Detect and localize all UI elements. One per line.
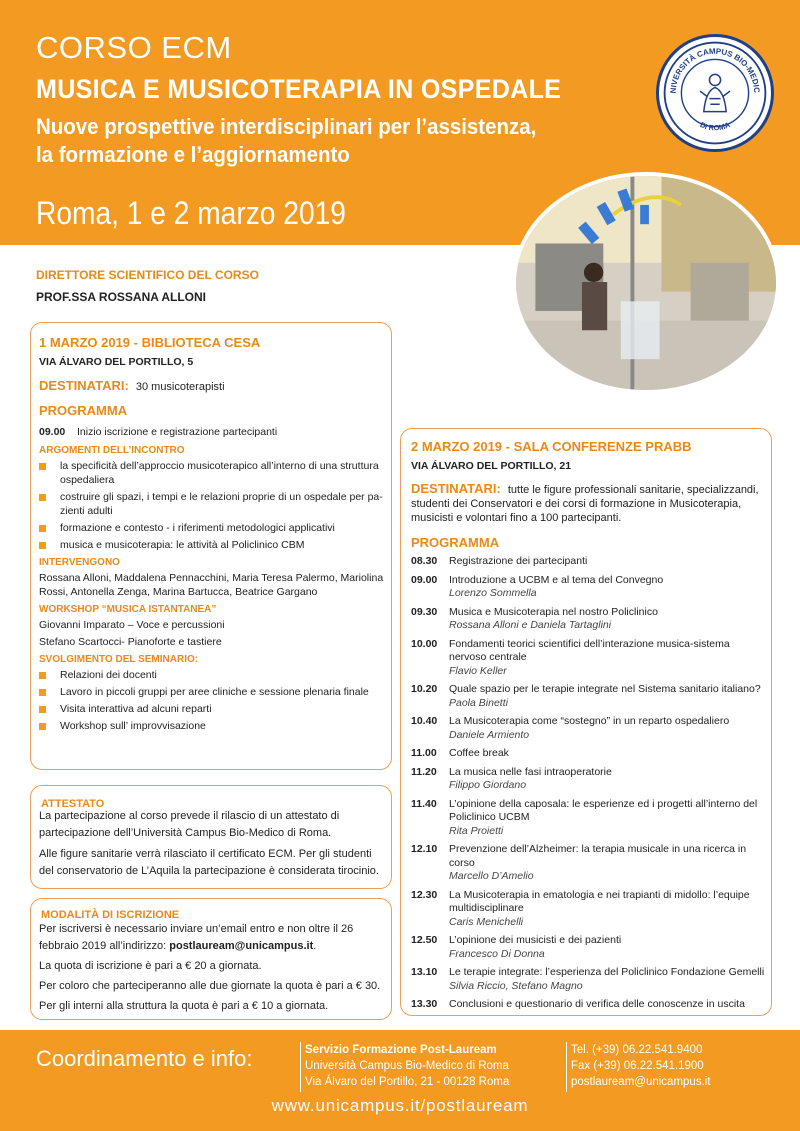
logo-ring-text: NIVERSITÀ CAMPUS BIO-MEDIC	[668, 46, 762, 94]
day2-audience	[411, 482, 767, 525]
event-date: Roma, 1 e 2 marzo 2019	[36, 195, 346, 231]
bullet-square-icon	[39, 463, 46, 470]
day1-panel	[30, 322, 392, 770]
list-item: Lavoro in piccoli gruppi per aree cliniche e sessione plenaria finale	[39, 685, 387, 699]
schedule-topic: La Musicoterapia in ematologia e nei trapianti di midollo: l’equipe multidisciplinare	[449, 888, 750, 914]
schedule-text	[449, 555, 767, 569]
certificate-panel	[30, 785, 392, 889]
list-item: Visita interattiva ad alcuni reparti	[39, 702, 387, 716]
schedule-time: 11.20	[411, 765, 437, 778]
schedule-text	[449, 966, 767, 993]
schedule-text	[449, 638, 767, 679]
day1-speakers-heading: INTERVENGONO	[39, 556, 120, 568]
day2-title: 2 MARZO 2019 - SALA CONFERENZE PRABB	[411, 439, 692, 454]
schedule-speaker: Francesco Di Donna	[449, 947, 545, 960]
schedule-text	[449, 798, 767, 839]
schedule-topic: Registrazione dei partecipanti	[449, 555, 588, 567]
day1-audience-value: 30 musicoterapisti	[135, 381, 225, 393]
schedule-time: 12.50	[411, 934, 438, 946]
day1-title: 1 MARZO 2019 - BIBLIOTECA CESA	[39, 335, 261, 350]
day1-workshop-heading: WORKSHOP “MUSICA ISTANTANEA”	[39, 603, 217, 615]
schedule-topic: La musica nelle fasi intraoperatorie	[449, 765, 612, 778]
schedule-topic: Le terapie integrate: l’esperienza del Policlinico Fondazione Gemelli	[449, 966, 765, 978]
schedule-topic: L’opinione della caposala: le esperienze ed i progetti all’interno del Policlinico UCBM	[449, 797, 758, 823]
footer-email[interactable]: postlauream@unicampus.it	[571, 1076, 711, 1088]
schedule-row	[411, 606, 767, 633]
day1-start-text: Inizio iscrizione e registrazione partecipanti	[77, 426, 278, 438]
schedule-row	[411, 715, 767, 742]
hospital-photo	[512, 172, 780, 394]
schedule-speaker: Paola Binetti	[449, 696, 508, 709]
footer-contact-heading: Coordinamento e info:	[36, 1046, 253, 1071]
bullet-square-icon	[39, 672, 46, 679]
schedule-speaker: Rita Proietti	[449, 824, 504, 837]
footer-contacts	[566, 1042, 711, 1092]
list-item: costruire gli spazi, i tempi e le relazioni proprie di un ospedale per pa-zienti adulti	[39, 490, 387, 518]
schedule-time: 10.20	[411, 683, 438, 695]
schedule-row	[411, 574, 767, 601]
schedule-row	[411, 966, 767, 993]
director-name: PROF.SSA ROSSANA ALLONI	[36, 290, 207, 304]
day2-address: VIA ÁLVARO DEL PORTILLO, 21	[411, 460, 572, 472]
schedule-time: 09.00	[411, 573, 438, 586]
schedule-row	[411, 843, 767, 884]
schedule-row	[411, 555, 767, 569]
registration-text-1: Per iscriversi è necessario inviare un’email entro e non oltre il 26 febbraio 2019 all’indirizzo: postlauream@unicampus.it.	[39, 923, 354, 952]
schedule-time: 08.30	[411, 555, 438, 567]
page-subtitle	[36, 113, 706, 169]
registration-text-2: La quota di iscrizione è pari a € 20 a giornata.	[39, 960, 262, 972]
schedule-time: 11.00	[411, 747, 437, 759]
day1-start-time: 09.00	[39, 426, 66, 438]
schedule-time: 12.10	[411, 843, 438, 855]
university-seal-icon	[659, 37, 771, 149]
schedule-speaker: Daniele Armiento	[449, 728, 530, 741]
schedule-text	[449, 747, 767, 761]
footer-office	[300, 1042, 509, 1092]
day1-start-row	[39, 426, 387, 440]
bullet-square-icon	[39, 706, 46, 713]
bullet-square-icon	[39, 494, 46, 501]
certificate-heading: ATTESTATO	[41, 798, 105, 810]
list-item: la specificità dell’approccio musicoterapico all’interno di una struttura ospedaliera	[39, 459, 387, 487]
schedule-text	[449, 998, 767, 1012]
schedule-time: 11.40	[411, 797, 437, 810]
day1-audience-label: DESTINATARI:	[39, 378, 129, 393]
day2-audience-value: tutte le figure professionali sanitarie, specializzandi, studenti dei Conservatori e dei corsi di formazione in Musicoterapia, musicisti e volontari fino a 100 partecipanti.	[411, 484, 759, 524]
certificate-text-1: La partecipazione al corso prevede il rilascio di un attestato di partecipazione dell’Università Campus Bio-Medico di Roma.	[39, 810, 340, 839]
list-item: musica e musicoterapia: le attività al Policlinico CBM	[39, 538, 387, 552]
schedule-speaker: Rossana Alloni e Daniela Tartaglini	[449, 619, 612, 631]
schedule-row	[411, 747, 767, 761]
day2-program-heading: PROGRAMMA	[411, 535, 500, 550]
footer-fax: Fax (+39) 06.22.541.1900	[571, 1060, 704, 1072]
day2-schedule	[411, 555, 767, 1012]
schedule-topic: Introduzione a UCBM e al tema del Convegno	[449, 573, 664, 586]
schedule-topic: Fondamenti teorici scientifici dell’interazione musica-sistema nervoso centrale	[449, 637, 730, 663]
logo-bottom-text: DI ROMA	[698, 120, 732, 133]
schedule-text	[449, 843, 767, 884]
schedule-speaker: Silvia Riccio, Stefano Magno	[449, 979, 583, 992]
schedule-text	[449, 683, 767, 710]
schedule-topic: Conclusioni e questionario di verifica delle conoscenze in uscita	[449, 998, 745, 1010]
day2-panel	[400, 428, 772, 1016]
day2-audience-label: DESTINATARI:	[411, 481, 501, 496]
schedule-row	[411, 766, 767, 793]
page-title: MUSICA E MUSICOTERAPIA IN OSPEDALE	[36, 74, 562, 104]
certificate-text-2: Alle figure sanitarie verrà rilasciato il certificato ECM. Per gli studenti del conservatorio de L’Aquila la partecipazione è considerata tirocinio.	[39, 848, 379, 877]
day1-speakers: Rossana Alloni, Maddalena Pennacchini, Maria Teresa Palermo, Mariolina Rossi, Antonella Zenga, Marina Bartucca, Beatrice Gargano	[39, 571, 384, 598]
day1-address: VIA ÁLVARO DEL PORTILLO, 5	[39, 356, 194, 368]
course-kicker: CORSO ECM	[36, 30, 232, 65]
bullet-square-icon	[39, 542, 46, 549]
schedule-row	[411, 798, 767, 839]
schedule-row	[411, 638, 767, 679]
schedule-speaker: Marcello D’Amelio	[449, 870, 534, 882]
director-label: DIRETTORE SCIENTIFICO DEL CORSO	[36, 268, 259, 282]
schedule-topic: La Musicoterapia come “sostegno” in un reparto ospedaliero	[449, 715, 730, 727]
schedule-time: 09.30	[411, 605, 438, 618]
university-logo	[656, 34, 774, 152]
bullet-square-icon	[39, 723, 46, 730]
schedule-topic: Musica e Musicoterapia nel nostro Policlinico	[449, 605, 658, 618]
schedule-speaker: Lorenzo Sommella	[449, 587, 537, 599]
bullet-square-icon	[39, 689, 46, 696]
footer-tel[interactable]: Tel. (+39) 06.22.541.9400	[571, 1044, 703, 1056]
schedule-row	[411, 683, 767, 710]
schedule-time: 12.30	[411, 888, 438, 901]
schedule-time: 13.10	[411, 966, 438, 978]
day1-topics-heading: ARGOMENTI DELL’INCONTRO	[39, 444, 185, 456]
footer-office-name: Servizio Formazione Post-Lauream	[305, 1044, 497, 1056]
day1-audience	[39, 378, 387, 393]
list-item: Workshop sull’ improvvisazione	[39, 719, 387, 733]
schedule-topic: Coffee break	[449, 747, 509, 759]
day1-workshop-line-2: Stefano Scartocci- Pianoforte e tastiere	[39, 635, 222, 648]
schedule-text	[449, 715, 767, 742]
footer-university: Università Campus Bio-Medico di Roma	[305, 1060, 509, 1072]
schedule-row	[411, 934, 767, 961]
schedule-time: 10.40	[411, 715, 438, 727]
registration-panel	[30, 898, 392, 1020]
footer-address: Via Álvaro del Portillo, 21 - 00128 Roma	[305, 1076, 510, 1088]
day1-program-heading: PROGRAMMA	[39, 403, 128, 418]
registration-text-3: Per coloro che parteciperanno alle due giornate la quota è pari a € 30.	[39, 980, 381, 992]
schedule-time: 10.00	[411, 637, 438, 650]
registration-heading: MODALITÀ DI ISCRIZIONE	[41, 909, 180, 921]
bullet-square-icon	[39, 525, 46, 532]
schedule-speaker: Flavio Keller	[449, 664, 507, 677]
schedule-row	[411, 998, 767, 1012]
day1-workshop-line-1: Giovanni Imparato – Voce e percussioni	[39, 618, 225, 631]
schedule-text	[449, 606, 767, 633]
schedule-row	[411, 889, 767, 930]
footer-website-link[interactable]: www.unicampus.it/postlauream	[271, 1096, 529, 1115]
schedule-topic: Quale spazio per le terapie integrate nel Sistema sanitario italiano?	[449, 683, 761, 695]
subtitle-line-1: Nuove prospettive interdisciplinari per l’assistenza,	[36, 114, 537, 139]
schedule-time: 13.30	[411, 998, 438, 1010]
registration-email-link[interactable]: postlauream@unicampus.it	[169, 940, 314, 952]
registration-text-4: Per gli interni alla struttura la quota è pari a € 10 a giornata.	[39, 1000, 329, 1012]
schedule-text	[449, 574, 767, 601]
schedule-topic: L’opinione dei musicisti e dei pazienti	[449, 934, 622, 946]
schedule-topic: Prevenzione dell’Alzheimer: la terapia musicale in una ricerca in corso	[449, 843, 747, 869]
footer	[0, 1030, 800, 1131]
schedule-text	[449, 889, 767, 930]
subtitle-line-2: la formazione e l’aggiornamento	[36, 142, 350, 167]
day1-structure-heading: SVOLGIMENTO DEL SEMINARIO:	[39, 653, 199, 665]
schedule-speaker: Caris Menichelli	[449, 915, 524, 928]
schedule-speaker: Filippo Giordano	[449, 779, 527, 791]
schedule-text	[449, 934, 767, 961]
schedule-text	[449, 766, 767, 793]
list-item: formazione e contesto - i riferimenti metodologici applicativi	[39, 521, 387, 535]
list-item: Relazioni dei docenti	[39, 668, 387, 682]
